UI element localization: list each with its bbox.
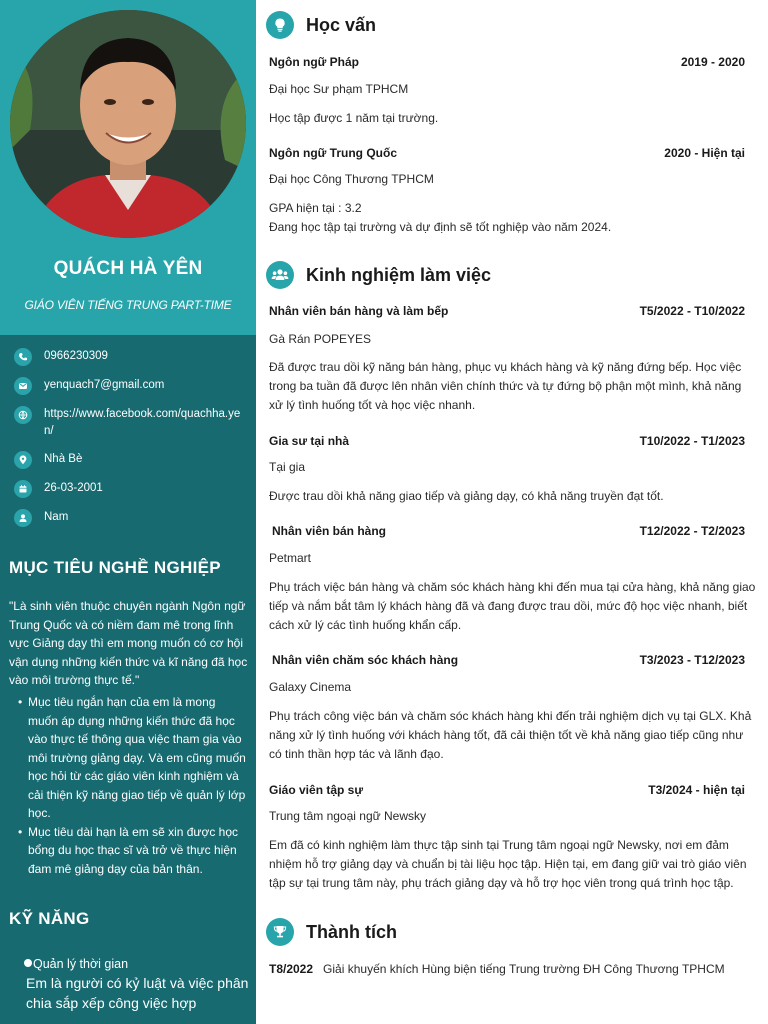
experience-entry-header bbox=[269, 434, 745, 448]
skill-description: Em là người có kỷ luật và việc phân chia sắp xếp công việc hợp bbox=[26, 975, 249, 1011]
education-school: Đại học Sư phạm TPHCM bbox=[269, 82, 409, 96]
full-name: QUÁCH HÀ YÊN bbox=[53, 258, 203, 279]
contact-location bbox=[14, 451, 244, 469]
globe-icon bbox=[14, 406, 32, 424]
lightbulb-icon bbox=[266, 11, 294, 39]
education-heading: Học vấn bbox=[306, 14, 377, 35]
calendar-icon bbox=[14, 480, 32, 498]
career-goal-bullet: • Mục tiêu dài hạn là em sẽ xin được học bổng du học thạc sĩ và trở về thực hiện đam mê giảng dạy của bản thân. bbox=[18, 823, 248, 879]
contact-birthday bbox=[14, 480, 244, 498]
entry-period: T3/2023 - T12/2023 bbox=[639, 653, 745, 667]
experience-entry-header bbox=[269, 304, 745, 318]
education-gpa: GPA hiện tại : 3.2 bbox=[269, 201, 362, 215]
entry-period: T5/2022 - T10/2022 bbox=[639, 304, 745, 318]
entry-title: Nhân viên bán hàng bbox=[272, 524, 387, 538]
education-detail: Học tập được 1 năm tại trường. bbox=[269, 111, 439, 125]
education-detail: Đang học tập tại trường và dự định sẽ tốt nghiệp vào năm 2024. bbox=[269, 220, 612, 234]
experience-entry-header bbox=[272, 653, 745, 667]
trophy-icon bbox=[266, 918, 294, 946]
achievement-text: Giải khuyến khích Hùng biện tiếng Trung trường ĐH Công Thương TPHCM bbox=[323, 962, 725, 976]
skills-heading: KỸ NĂNG bbox=[9, 909, 90, 928]
experience-detail: Phụ trách công việc bán và chăm sóc khách hàng khi đến trải nghiệm dịch vụ tại GLX. Khả năng xử lý tình huống với khách hàng tốt, đã cải thiện tốt về khả năng giao tiếp cũng như có tinh thần hợp tác và lãnh đạo. bbox=[269, 709, 752, 761]
contact-birthday-text: 26-03-2001 bbox=[44, 482, 103, 494]
avatar-photo bbox=[10, 10, 246, 238]
achievements-section-header bbox=[266, 918, 397, 946]
achievement-item bbox=[269, 962, 757, 976]
experience-company: Petmart bbox=[269, 551, 312, 565]
contact-gender-text: Nam bbox=[44, 511, 69, 523]
education-school: Đại học Công Thương TPHCM bbox=[269, 172, 434, 186]
experience-detail: Được trau dồi khả năng giao tiếp và giảng dạy, có khả năng truyền đạt tốt. bbox=[269, 489, 664, 503]
entry-period: 2019 - 2020 bbox=[680, 55, 745, 69]
career-goal-bullet: • Mục tiêu ngắn hạn của em là mong muốn áp dụng những kiến thức đã học vào thực tế thông qua việc tham gia vào môi trường giảng dạy. Và em cũng muốn học hỏi từ các giáo viên kinh nghiệm và cải thiện kỹ năng giao tiếp về quản lý lớp học. bbox=[18, 693, 248, 823]
experience-heading: Kinh nghiệm làm việc bbox=[306, 264, 492, 285]
email-icon bbox=[14, 377, 32, 395]
bullet-dot-icon bbox=[24, 959, 32, 967]
experience-entry-header bbox=[269, 783, 745, 797]
main-content bbox=[256, 0, 768, 1024]
achievements-heading: Thành tích bbox=[306, 921, 397, 942]
experience-section-header bbox=[266, 261, 491, 289]
education-entry-header bbox=[269, 146, 745, 160]
profile-header bbox=[0, 0, 256, 335]
experience-entry-header bbox=[272, 524, 745, 538]
phone-icon bbox=[14, 348, 32, 366]
entry-period: T12/2022 - T2/2023 bbox=[639, 524, 745, 538]
entry-title: Giáo viên tập sự bbox=[269, 783, 364, 797]
skill-item bbox=[24, 955, 250, 1013]
career-goal-bullets bbox=[18, 693, 248, 878]
contact-facebook bbox=[14, 406, 244, 440]
education-section-header bbox=[266, 11, 376, 39]
location-icon bbox=[14, 451, 32, 469]
person-icon bbox=[14, 509, 32, 527]
experience-detail: Em đã có kinh nghiệm làm thực tập sinh tại Trung tâm ngoại ngữ Newsky, nơi em đảm nhiệm hỗ trợ giảng dạy và chuẩn bị tài liệu học tập. Hiện tại, em đang giữ vai trò giáo viên tập sự tại trung tâm này, phụ trách giảng dạy và hỗ trợ học viên trong quá trình học tập. bbox=[269, 838, 747, 890]
skill-list bbox=[24, 955, 250, 1013]
skill-name: Quản lý thời gian bbox=[33, 957, 129, 971]
group-icon bbox=[266, 261, 294, 289]
sidebar bbox=[0, 0, 256, 1024]
experience-company: Trung tâm ngoại ngữ Newsky bbox=[269, 809, 426, 823]
job-title: GIÁO VIÊN TIẾNG TRUNG PART-TIME bbox=[24, 298, 232, 312]
career-goal-heading: MỤC TIÊU NGHỀ NGHIỆP bbox=[9, 558, 221, 577]
contact-email bbox=[14, 377, 244, 395]
entry-period: T3/2024 - hiện tại bbox=[648, 783, 745, 797]
experience-detail: Đã được trau dồi kỹ năng bán hàng, phục vụ khách hàng và kỹ năng đứng bếp. Học việc trong ba tuần đã được lên nhân viên chính thức và tự đứng bộ phận một mình, khả năng xử lý tình huống tốt và học việc nhanh. bbox=[269, 360, 742, 412]
career-goal-quote: "Là sinh viên thuộc chuyên ngành Ngôn ngữ Trung Quốc và có niềm đam mê trong lĩnh vực Giảng dạy thì em mong muốn có cơ hội vận dụng những kiến thức và kĩ năng đã học vào môi trường thực tế." bbox=[9, 599, 248, 687]
contact-phone bbox=[14, 348, 244, 366]
achievement-date: T8/2022 bbox=[269, 962, 314, 976]
contact-gender bbox=[14, 509, 244, 527]
education-entry-header bbox=[269, 55, 745, 69]
experience-detail: Phụ trách việc bán hàng và chăm sóc khách hàng khi đến mua tại cửa hàng, khả năng giao tiếp và nắm bắt tâm lý khách hàng đã và đang được trau dồi, mức độ học việc nhanh, biết cách xử lý các tình huống khẩn cấp. bbox=[269, 580, 756, 632]
entry-title: Ngôn ngữ Pháp bbox=[269, 55, 360, 69]
entry-period: T10/2022 - T1/2023 bbox=[639, 434, 745, 448]
entry-title: Nhân viên bán hàng và làm bếp bbox=[269, 304, 449, 318]
contact-facebook-text[interactable]: https://www.facebook.com/quachha.yen/ bbox=[44, 408, 241, 437]
entry-period: 2020 - Hiện tại bbox=[664, 146, 745, 160]
experience-company: Galaxy Cinema bbox=[269, 680, 352, 694]
entry-title: Nhân viên chăm sóc khách hàng bbox=[272, 653, 459, 667]
contact-location-text: Nhà Bè bbox=[44, 453, 83, 465]
contact-list bbox=[14, 348, 244, 538]
entry-title: Gia sư tại nhà bbox=[269, 434, 350, 448]
entry-title: Ngôn ngữ Trung Quốc bbox=[269, 146, 398, 160]
contact-email-text[interactable]: yenquach7@gmail.com bbox=[44, 379, 165, 391]
contact-phone-text: 0966230309 bbox=[44, 350, 108, 362]
experience-company: Gà Rán POPEYES bbox=[269, 332, 372, 346]
experience-company: Tại gia bbox=[269, 460, 306, 474]
